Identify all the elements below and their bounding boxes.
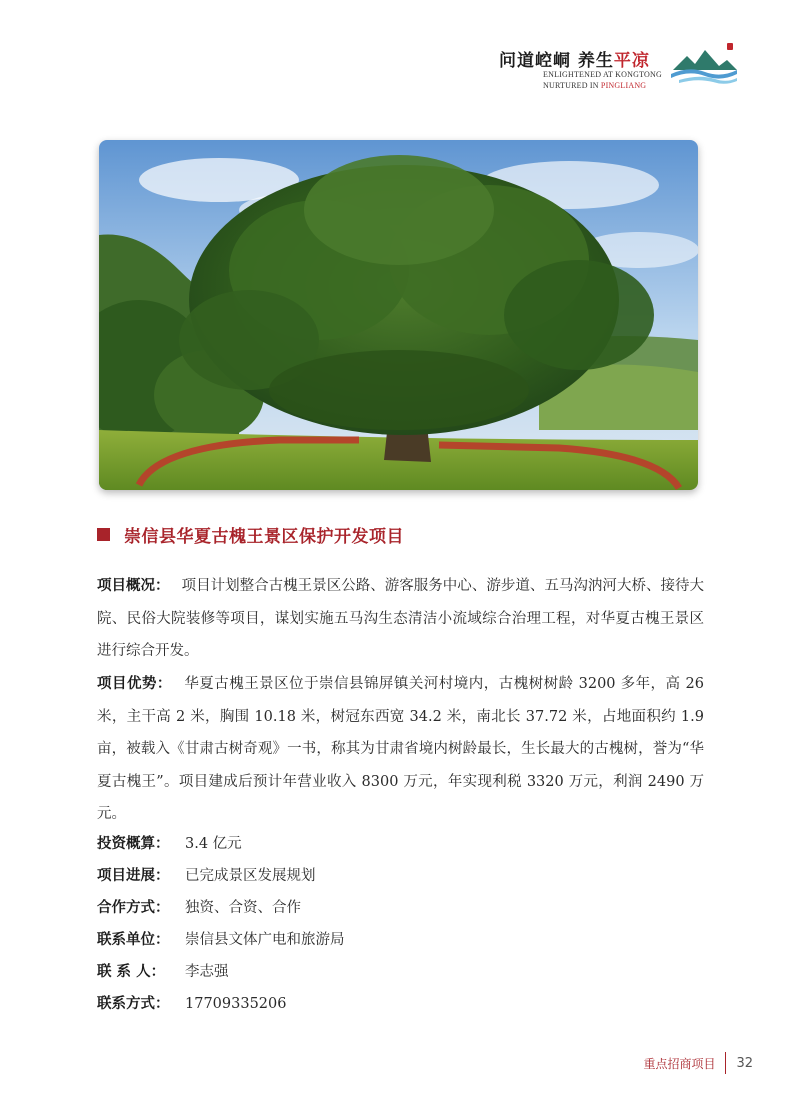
- heading-square-icon: [97, 528, 110, 541]
- advantage-label: 项目优势：: [97, 675, 172, 692]
- project-title: 崇信县华夏古槐王景区保护开发项目: [124, 527, 404, 547]
- header-logo: [499, 42, 739, 92]
- detail-row-investment: 投资概算： 3.4 亿元: [97, 835, 242, 852]
- detail-row-contact: 联 系 人： 李志强: [97, 963, 229, 980]
- detail-row-phone: 联系方式： 17709335206: [97, 995, 287, 1012]
- slogan-en-line1: ENLIGHTENED AT KONGTONG: [543, 70, 662, 79]
- footer-divider: [725, 1052, 726, 1074]
- detail-row-cooperation: 合作方式： 独资、合资、合作: [97, 899, 301, 916]
- section-heading: [97, 522, 404, 547]
- project-overview: [97, 570, 704, 668]
- mountain-logo-icon: [669, 42, 739, 84]
- page-number: 32: [736, 1055, 753, 1071]
- detail-row-progress: 项目进展： 已完成景区发展规划: [97, 867, 316, 884]
- page-footer: [643, 1052, 753, 1074]
- project-advantage: [97, 668, 704, 831]
- detail-row-unit: 联系单位： 崇信县文体广电和旅游局: [97, 931, 345, 948]
- advantage-text: 华夏古槐王景区位于崇信县锦屏镇关河村境内，古槐树树龄 3200 多年，高 26 米，主干高 2 米，胸围 10.18 米，树冠东西宽 34.2 米，南北长 37.72 米，占地面积约 1.9 亩，被载入《甘肃古树奇观》一书，称其为甘肃省境内树龄最长，生长最大的古槐树，誉为“华夏古槐王”。项目建成后预计年营业收入 8300 万元，年实现利税 3320 万元，利润 2490 万元。: [97, 676, 705, 822]
- ancient-tree-photo: [99, 140, 698, 490]
- slogan-en-line2: NURTURED IN PINGLIANG: [543, 81, 647, 90]
- slogan: 问道崆峒 养生平凉: [499, 51, 650, 71]
- overview-label: 项目概况：: [97, 577, 170, 594]
- overview-text: 项目计划整合古槐王景区公路、游客服务中心、游步道、五马沟汭河大桥、接待大院、民俗大院装修等项目，谋划实施五马沟生态清洁小流域综合治理工程，对华夏古槐王景区进行综合开发。: [97, 578, 704, 659]
- footer-section-name: 重点招商项目: [643, 1056, 716, 1071]
